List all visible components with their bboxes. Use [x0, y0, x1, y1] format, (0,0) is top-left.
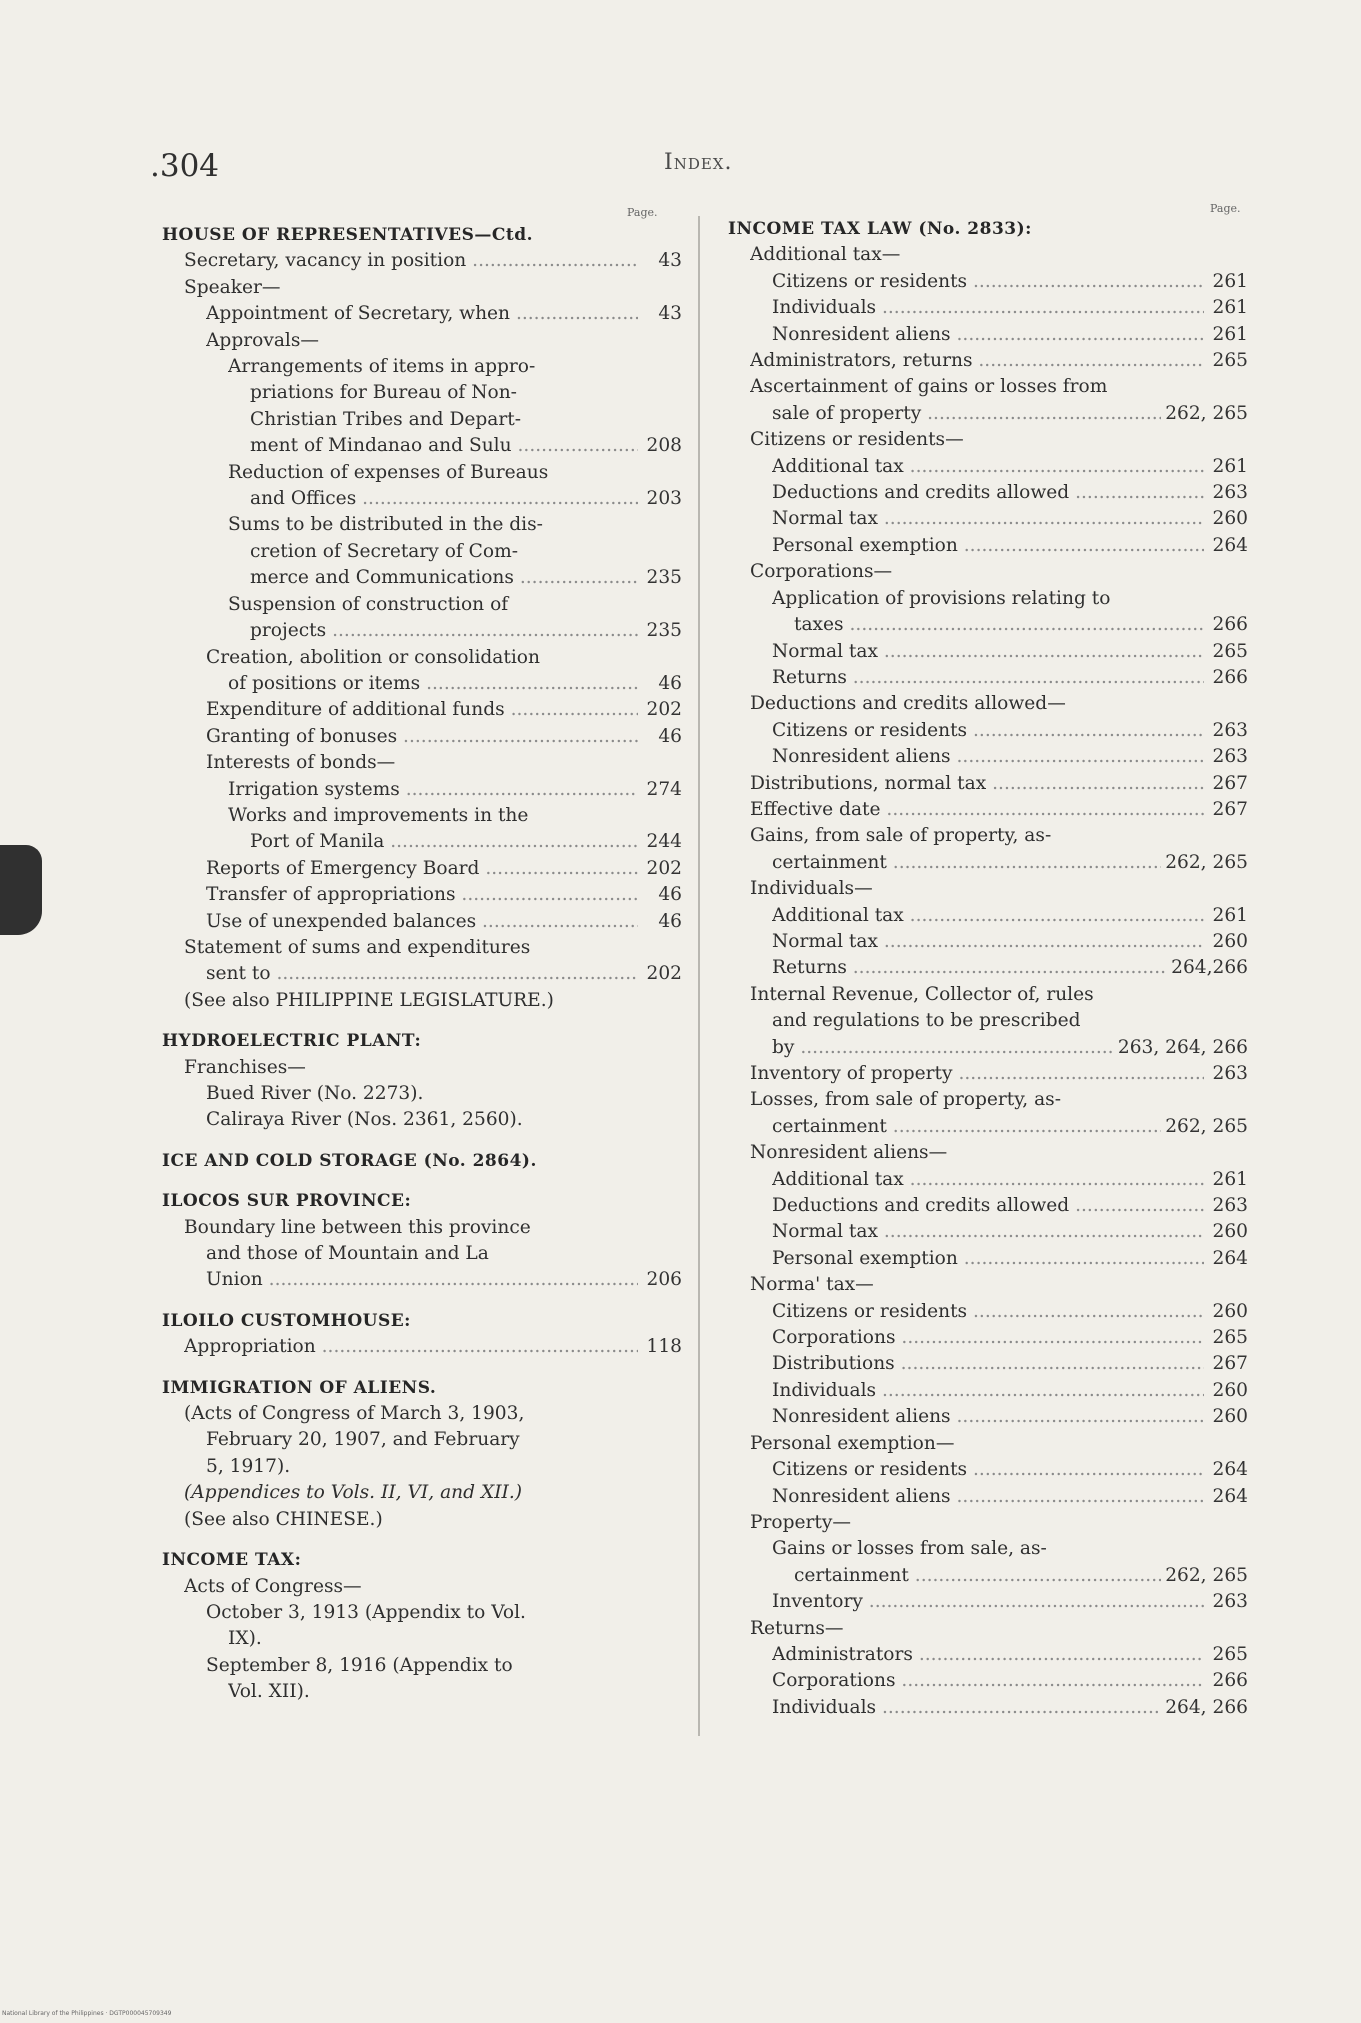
entry-text: Union ..... — [206, 1267, 638, 1293]
entry-page-ref: 261 — [1212, 1168, 1248, 1190]
entry-page-ref: 263, 264, 266 — [1117, 1036, 1248, 1058]
index-entry — [162, 1401, 682, 1427]
scan-credit: National Library of the Philippines · DGTP000045709349 — [2, 2010, 172, 2017]
entry-text: Additional tax ..... — [772, 454, 1204, 480]
entry-page-ref: 264 — [1212, 1247, 1248, 1269]
running-head: Index. — [664, 150, 733, 175]
index-entry — [162, 328, 682, 354]
entry-page-ref: 265 — [1212, 1327, 1248, 1349]
index-entry — [728, 295, 1248, 321]
entry-text: Returns ..... — [772, 955, 1167, 981]
entry-text: Norma' tax— — [750, 1274, 874, 1296]
entry-text: merce and Communications ..... — [250, 565, 638, 591]
index-entry — [728, 348, 1248, 374]
index-entry — [162, 1267, 682, 1293]
entry-text: certainment ..... — [794, 1563, 1161, 1589]
entry-text: certainment ..... — [772, 850, 1161, 876]
index-entry — [162, 988, 682, 1014]
index-entry — [162, 275, 682, 301]
index-entry — [728, 1457, 1248, 1483]
index-entry — [728, 1193, 1248, 1219]
entry-page-ref: 261 — [1212, 904, 1248, 926]
index-entry — [162, 1055, 682, 1081]
entry-text: Effective date ..... — [750, 797, 1204, 823]
entry-text: (Acts of Congress of March 3, 1903, — [184, 1403, 525, 1425]
entry-text: and Offices ..... — [250, 486, 638, 512]
entry-text: Losses, from sale of property, as- — [750, 1089, 1061, 1111]
index-entry — [162, 935, 682, 961]
entry-text: Bued River (No. 2273). — [206, 1083, 424, 1104]
entry-text: Administrators ..... — [772, 1642, 1204, 1668]
entry-text: Port of Manila ..... — [250, 829, 638, 855]
entry-text: Granting of bonuses ..... — [206, 724, 638, 750]
index-entry — [162, 1107, 682, 1133]
index-entry — [728, 374, 1248, 400]
entry-text: Acts of Congress— — [184, 1575, 362, 1597]
index-entry — [162, 407, 682, 433]
entry-page-ref: 46 — [658, 884, 682, 906]
entry-page-ref: 263 — [1212, 1591, 1248, 1613]
entry-page-ref: 263 — [1212, 482, 1248, 504]
entry-text: Works and improvements in the — [228, 804, 529, 826]
index-heading — [162, 1308, 682, 1334]
entry-page-ref: 267 — [1212, 798, 1248, 820]
entry-page-ref: 43 — [658, 303, 682, 325]
entry-text: Individuals ..... — [772, 295, 1204, 321]
entry-page-ref: 266 — [1212, 1670, 1248, 1692]
entry-text: INCOME TAX LAW (No. 2833): — [728, 219, 1032, 239]
entry-text: ment of Mindanao and Sulu ..... — [250, 433, 638, 459]
binding-shadow — [0, 845, 42, 935]
index-entry — [162, 248, 682, 274]
index-entry — [162, 829, 682, 855]
index-entry — [162, 909, 682, 935]
entry-text: IX). — [228, 1628, 262, 1650]
index-entry — [728, 1008, 1248, 1034]
index-entry — [728, 1563, 1248, 1589]
entry-text: Gains, from sale of property, as- — [750, 825, 1052, 847]
index-entry — [162, 1081, 682, 1107]
column-rule — [698, 216, 700, 1736]
entry-text: Transfer of appropriations ..... — [206, 882, 638, 908]
entry-text: Personal exemption ..... — [772, 1246, 1204, 1272]
entry-text: sale of property ..... — [772, 401, 1161, 427]
entry-text: Corporations ..... — [772, 1668, 1204, 1694]
right-column — [728, 202, 1248, 1718]
index-entry — [162, 592, 682, 618]
index-entry — [728, 1642, 1248, 1668]
index-entry — [162, 1427, 682, 1453]
index-entry — [728, 454, 1248, 480]
index-entry — [728, 322, 1248, 348]
entry-page-ref: 260 — [1212, 1406, 1248, 1428]
entry-text: Gains or losses from sale, as- — [772, 1538, 1047, 1560]
entry-page-ref: 261 — [1212, 297, 1248, 319]
entry-page-ref: 274 — [646, 778, 682, 800]
entry-text: taxes ..... — [794, 612, 1204, 638]
index-entry — [728, 1114, 1248, 1140]
entry-text: Distributions, normal tax ..... — [750, 771, 1204, 797]
entry-text: Boundary line between this province — [184, 1216, 531, 1238]
entry-text: October 3, 1913 (Appendix to Vol. — [206, 1601, 526, 1623]
page-column-label: Page. — [627, 206, 658, 219]
entry-page-ref: 235 — [646, 620, 682, 642]
entry-page-ref: 265 — [1212, 1643, 1248, 1665]
entry-text: Nonresident aliens ..... — [772, 1404, 1204, 1430]
entry-text: Property— — [750, 1511, 851, 1533]
entry-text: by ..... — [772, 1035, 1114, 1061]
index-entry — [728, 718, 1248, 744]
index-entry — [728, 691, 1248, 717]
index-entry — [728, 1536, 1248, 1562]
index-entry — [728, 559, 1248, 585]
entry-text: Normal tax ..... — [772, 639, 1204, 665]
index-entry — [728, 242, 1248, 268]
entry-text: Vol. XII). — [228, 1681, 310, 1703]
index-entry — [728, 1510, 1248, 1536]
index-heading — [162, 1028, 682, 1054]
index-entry — [162, 961, 682, 987]
entry-text: Personal exemption ..... — [772, 533, 1204, 559]
index-entry — [162, 1626, 682, 1652]
index-entry — [162, 512, 682, 538]
entry-text: Additional tax ..... — [772, 903, 1204, 929]
index-entry — [728, 1589, 1248, 1615]
index-entry — [728, 1219, 1248, 1245]
entry-text: Application of provisions relating to — [772, 587, 1111, 609]
index-entry — [162, 539, 682, 565]
entry-page-ref: 203 — [646, 488, 682, 510]
entry-text: (See also PHILIPPINE LEGISLATURE.) — [184, 989, 554, 1011]
index-entry — [728, 823, 1248, 849]
entry-page-ref: 264, 266 — [1165, 1696, 1248, 1718]
entry-text: Nonresident aliens ..... — [772, 322, 1204, 348]
index-entry — [728, 982, 1248, 1008]
index-entry — [728, 1378, 1248, 1404]
entry-text: Individuals— — [750, 878, 873, 900]
index-entry — [162, 433, 682, 459]
entry-text: Caliraya River (Nos. 2361, 2560). — [206, 1109, 523, 1131]
index-entry — [162, 1507, 682, 1533]
entry-text: Nonresident aliens ..... — [772, 744, 1204, 770]
entry-text: Approvals— — [206, 329, 319, 351]
entry-text: Additional tax— — [750, 244, 901, 266]
entry-text: Deductions and credits allowed— — [750, 693, 1066, 715]
index-entry — [728, 1431, 1248, 1457]
entry-text: IMMIGRATION OF ALIENS. — [162, 1377, 437, 1398]
index-entry — [728, 1246, 1248, 1272]
index-entry — [162, 460, 682, 486]
entry-page-ref: 43 — [658, 250, 682, 272]
index-entry — [162, 1653, 682, 1679]
entry-text: Use of unexpended balances ..... — [206, 909, 638, 935]
index-entry — [162, 354, 682, 380]
index-entry — [162, 380, 682, 406]
index-entry — [162, 697, 682, 723]
entry-text: Administrators, returns ..... — [750, 348, 1204, 374]
index-entry — [162, 1241, 682, 1267]
index-entry — [728, 1167, 1248, 1193]
entry-text: Returns ..... — [772, 665, 1204, 691]
index-entry — [728, 797, 1248, 823]
index-heading — [162, 1547, 682, 1573]
entry-text: ICE AND COLD STORAGE (No. 2864). — [162, 1150, 537, 1171]
entry-text: Interests of bonds— — [206, 752, 396, 774]
entry-text: Distributions ..... — [772, 1351, 1204, 1377]
entry-page-ref: 263 — [1212, 1063, 1248, 1084]
entry-page-ref: 261 — [1212, 270, 1248, 292]
index-entry — [162, 486, 682, 512]
entry-text: Inventory of property ..... — [750, 1061, 1204, 1087]
entry-text: September 8, 1916 (Appendix to — [206, 1654, 513, 1676]
entry-text: and those of Mountain and La — [206, 1243, 489, 1265]
entry-text: Franchises— — [184, 1056, 306, 1078]
entry-text: priations for Bureau of Non- — [250, 382, 517, 404]
entry-page-ref: 264 — [1212, 1459, 1248, 1481]
entry-page-ref: 263 — [1212, 746, 1248, 768]
entry-page-ref: 208 — [646, 435, 682, 457]
entry-text: HOUSE OF REPRESENTATIVES—Ctd. — [162, 225, 534, 245]
entry-page-ref: 118 — [646, 1336, 682, 1358]
right-index-entries — [728, 216, 1248, 1721]
index-entry — [728, 955, 1248, 981]
index-entry — [162, 1574, 682, 1600]
index-entry — [162, 1334, 682, 1360]
entry-page-ref: 262, 265 — [1165, 1115, 1248, 1137]
index-entry — [728, 929, 1248, 955]
index-heading — [162, 1188, 682, 1214]
entry-text: Individuals ..... — [772, 1378, 1204, 1404]
entry-page-ref: 262, 265 — [1165, 851, 1248, 873]
index-entry — [728, 1140, 1248, 1166]
entry-text: (Appendices to Vols. II, VI, and XII.) — [184, 1482, 523, 1504]
entry-text: Reduction of expenses of Bureaus — [228, 461, 549, 483]
index-entry — [162, 301, 682, 327]
index-entry — [728, 1616, 1248, 1642]
index-entry — [728, 269, 1248, 295]
entry-text: Deductions and credits allowed ..... — [772, 480, 1204, 506]
index-entry — [728, 1668, 1248, 1694]
entry-text: and regulations to be prescribed — [772, 1010, 1081, 1032]
index-entry — [728, 876, 1248, 902]
entry-text: Ascertainment of gains or losses from — [750, 376, 1108, 398]
entry-page-ref: 264,266 — [1171, 957, 1248, 979]
index-entry — [728, 903, 1248, 929]
index-entry — [728, 480, 1248, 506]
entry-page-ref: 265 — [1212, 350, 1248, 372]
index-entry — [728, 1404, 1248, 1430]
entry-text: Inventory ..... — [772, 1589, 1204, 1615]
entry-page-ref: 267 — [1212, 1353, 1248, 1375]
entry-text: projects ..... — [250, 618, 638, 644]
index-entry — [728, 744, 1248, 770]
index-entry — [162, 750, 682, 776]
entry-page-ref: 263 — [1212, 1195, 1248, 1217]
index-entry — [728, 1035, 1248, 1061]
page-number: .304 — [150, 148, 220, 184]
entry-text: ILOCOS SUR PROVINCE: — [162, 1191, 412, 1212]
entry-text: of positions or items ..... — [228, 671, 638, 697]
entry-text: ILOILO CUSTOMHOUSE: — [162, 1310, 411, 1331]
entry-text: Sums to be distributed in the dis- — [228, 514, 543, 536]
entry-text: (See also CHINESE.) — [184, 1508, 383, 1530]
entry-page-ref: 202 — [646, 963, 682, 985]
index-entry — [162, 1679, 682, 1705]
index-entry — [728, 533, 1248, 559]
index-entry — [728, 1272, 1248, 1298]
index-entry — [728, 1299, 1248, 1325]
index-entry — [728, 665, 1248, 691]
entry-text: Corporations ..... — [772, 1325, 1204, 1351]
index-entry — [728, 612, 1248, 638]
entry-text: Speaker— — [184, 276, 281, 298]
entry-text: HYDROELECTRIC PLANT: — [162, 1031, 422, 1052]
entry-page-ref: 261 — [1212, 455, 1248, 477]
index-entry — [162, 671, 682, 697]
index-entry — [162, 565, 682, 591]
index-entry — [728, 850, 1248, 876]
entry-text: Creation, abolition or consolidation — [206, 646, 540, 668]
entry-text: Internal Revenue, Collector of, rules — [750, 983, 1094, 1005]
entry-page-ref: 263 — [1212, 719, 1248, 741]
entry-page-ref: 264 — [1212, 534, 1248, 556]
index-entry — [728, 1484, 1248, 1510]
index-entry — [728, 401, 1248, 427]
entry-text: Irrigation systems ..... — [228, 777, 638, 803]
entry-text: Citizens or residents ..... — [772, 269, 1204, 295]
entry-page-ref: 262, 265 — [1165, 1564, 1248, 1586]
index-entry — [728, 1695, 1248, 1721]
entry-text: Additional tax ..... — [772, 1167, 1204, 1193]
index-entry — [728, 586, 1248, 612]
page-column-label: Page. — [1210, 202, 1241, 215]
index-entry — [162, 803, 682, 829]
entry-text: Nonresident aliens ..... — [772, 1484, 1204, 1510]
index-entry — [162, 1480, 682, 1506]
entry-text: Individuals ..... — [772, 1695, 1161, 1721]
index-entry — [728, 1061, 1248, 1087]
entry-page-ref: 262, 265 — [1165, 402, 1248, 424]
index-entry — [162, 1215, 682, 1241]
entry-text: Deductions and credits allowed ..... — [772, 1193, 1204, 1219]
entry-page-ref: 46 — [658, 725, 682, 747]
entry-text: Personal exemption— — [750, 1432, 955, 1454]
entry-page-ref: 260 — [1212, 1221, 1248, 1243]
entry-text: Arrangements of items in appro- — [228, 356, 536, 378]
entry-page-ref: 260 — [1212, 1300, 1248, 1322]
entry-text: Returns— — [750, 1617, 844, 1639]
entry-text: Citizens or residents— — [750, 429, 964, 451]
entry-page-ref: 261 — [1212, 323, 1248, 345]
entry-page-ref: 266 — [1212, 614, 1248, 636]
index-entry — [162, 1454, 682, 1480]
entry-page-ref: 206 — [646, 1269, 682, 1291]
entry-text: Reports of Emergency Board ..... — [206, 856, 638, 882]
index-entry — [162, 724, 682, 750]
index-entry — [728, 1087, 1248, 1113]
entry-text: Suspension of construction of — [228, 593, 509, 615]
entry-text: 5, 1917). — [206, 1455, 291, 1477]
entry-page-ref: 265 — [1212, 640, 1248, 662]
entry-text: cretion of Secretary of Com- — [250, 540, 519, 562]
entry-page-ref: 244 — [646, 831, 682, 853]
index-entry — [728, 1325, 1248, 1351]
entry-text: Normal tax ..... — [772, 929, 1204, 955]
entry-text: sent to ..... — [206, 961, 638, 987]
entry-page-ref: 260 — [1212, 930, 1248, 952]
entry-page-ref: 46 — [658, 910, 682, 932]
entry-text: Citizens or residents ..... — [772, 1457, 1204, 1483]
index-entry — [162, 777, 682, 803]
entry-text: Christian Tribes and Depart- — [250, 408, 521, 430]
entry-page-ref: 267 — [1212, 772, 1248, 794]
entry-page-ref: 235 — [646, 567, 682, 589]
entry-text: February 20, 1907, and February — [206, 1429, 520, 1451]
index-entry — [162, 645, 682, 671]
entry-page-ref: 260 — [1212, 1379, 1248, 1401]
index-heading — [728, 216, 1248, 242]
entry-text: Expenditure of additional funds ..... — [206, 697, 638, 723]
index-entry — [162, 1600, 682, 1626]
entry-text: Normal tax ..... — [772, 506, 1204, 532]
left-column — [162, 206, 682, 1703]
entry-text: Appropriation ..... — [184, 1334, 638, 1360]
index-heading — [162, 1375, 682, 1401]
index-entry — [162, 618, 682, 644]
entry-page-ref: 202 — [646, 699, 682, 721]
entry-page-ref: 266 — [1212, 666, 1248, 688]
index-entry — [728, 427, 1248, 453]
entry-page-ref: 260 — [1212, 508, 1248, 530]
entry-text: Secretary, vacancy in position ..... — [184, 248, 638, 274]
left-index-entries — [162, 222, 682, 1706]
entry-text: Appointment of Secretary, when ..... — [206, 301, 638, 327]
entry-text: Citizens or residents ..... — [772, 1299, 1204, 1325]
entry-text: certainment ..... — [772, 1114, 1161, 1140]
index-entry — [728, 1351, 1248, 1377]
index-heading — [162, 222, 682, 248]
index-entry — [162, 856, 682, 882]
entry-text: INCOME TAX: — [162, 1550, 302, 1571]
index-entry — [728, 506, 1248, 532]
index-entry — [728, 771, 1248, 797]
index-entry — [728, 639, 1248, 665]
entry-page-ref: 202 — [646, 857, 682, 879]
index-heading — [162, 1148, 682, 1174]
entry-text: Nonresident aliens— — [750, 1142, 948, 1164]
entry-text: Corporations— — [750, 561, 893, 583]
entry-page-ref: 264 — [1212, 1485, 1248, 1507]
entry-page-ref: 46 — [658, 672, 682, 694]
entry-text: Citizens or residents ..... — [772, 718, 1204, 744]
entry-text: Statement of sums and expenditures — [184, 936, 531, 958]
index-entry — [162, 882, 682, 908]
entry-text: Normal tax ..... — [772, 1219, 1204, 1245]
